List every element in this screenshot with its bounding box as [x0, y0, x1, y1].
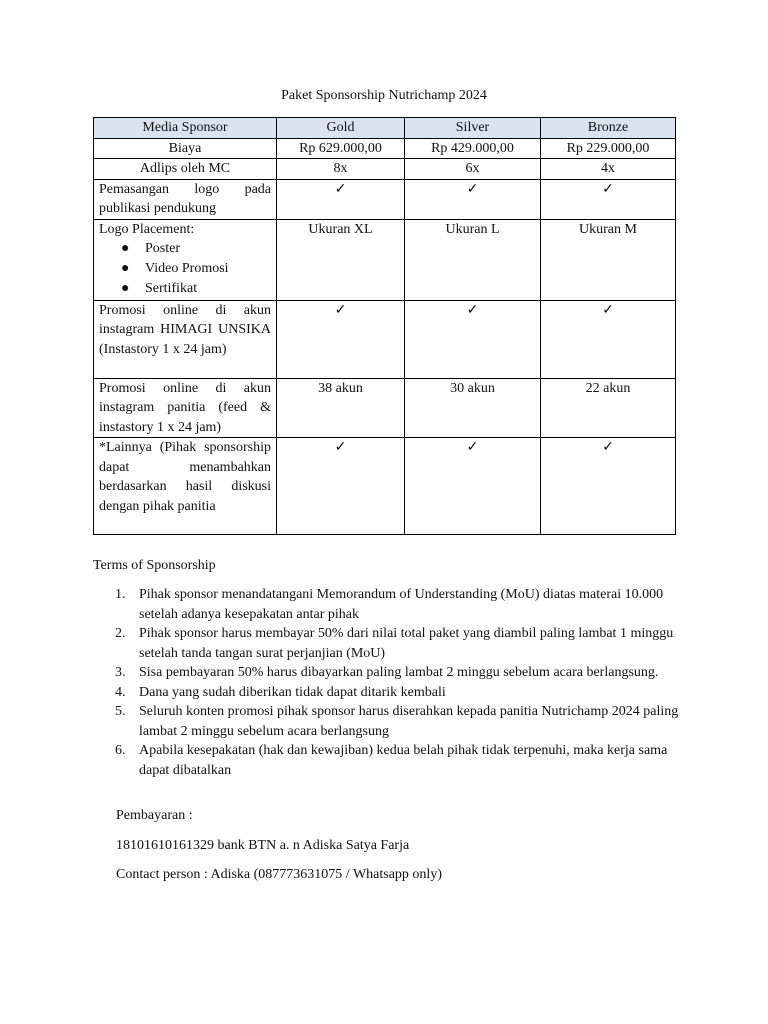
item-text: Sisa pembayaran 50% harus dibayarkan paling lambat 2 minggu sebelum acara berlangsung.	[139, 665, 659, 680]
cell-bronze: Ukuran M	[541, 219, 676, 300]
table-row	[94, 179, 676, 219]
header-silver: Silver	[405, 118, 541, 139]
contact-person: Contact person : Adiska (087773631075 / Whatsapp only)	[116, 867, 442, 882]
check-icon: ✓	[277, 438, 405, 535]
cell-silver: Ukuran L	[405, 219, 541, 300]
list-item	[93, 585, 683, 624]
row-label: Logo Placement:	[99, 221, 195, 237]
check-icon: ✓	[405, 438, 541, 535]
check-icon: ✓	[277, 300, 405, 378]
table-row	[94, 219, 676, 300]
row-label: *Lainnya (Pihak sponsorship dapat menambahkan berdasarkan hasil diskusi dengan pihak panitia	[94, 438, 277, 535]
document-title: Paket Sponsorship Nutrichamp 2024	[281, 88, 487, 103]
check-icon: ✓	[405, 300, 541, 378]
cell-bronze: 22 akun	[541, 378, 676, 438]
list-item	[93, 663, 683, 683]
check-icon: ✓	[405, 179, 541, 219]
table-row	[94, 378, 676, 438]
list-item: ● Video Promosi	[99, 259, 271, 279]
item-number: 3.	[115, 665, 126, 680]
cell-silver: Rp 429.000,00	[405, 138, 541, 159]
row-label: Promosi online di akun instagram HIMAGI UNSIKA (Instastory 1 x 24 jam)	[94, 300, 277, 378]
cell-gold: 8x	[277, 159, 405, 180]
list-item: ● Sertifikat	[99, 279, 271, 299]
terms-list	[93, 585, 683, 780]
item-text: Apabila kesepakatan (hak dan kewajiban) kedua belah pihak tidak terpenuhi, maka kerja sama dapat dibatalkan	[139, 743, 668, 778]
cell-gold: Rp 629.000,00	[277, 138, 405, 159]
check-icon: ✓	[541, 179, 676, 219]
row-label: Promosi online di akun instagram panitia (feed & instastory 1 x 24 jam)	[94, 378, 277, 438]
bullet-icon: ●	[121, 281, 130, 296]
payment-label: Pembayaran :	[116, 808, 193, 823]
item-text: Pihak sponsor harus membayar 50% dari nilai total paket yang diambil paling lambat 1 minggu setelah tanda tangan surat perjanjian (MoU)	[139, 626, 674, 661]
cell-silver: 6x	[405, 159, 541, 180]
placement-list	[99, 239, 271, 299]
item-text: Dana yang sudah diberikan tidak dapat ditarik kembali	[139, 684, 446, 700]
table-row	[94, 138, 676, 159]
row-label: Adlips oleh MC	[94, 159, 277, 180]
item-number: 6.	[115, 743, 126, 758]
item-number: 2.	[115, 626, 126, 641]
item-text: Pihak sponsor menandatangani Memorandum of Understanding (MoU) diatas materai 10.000 setelah adanya kesepakatan antar pihak	[139, 587, 664, 622]
cell-silver: 30 akun	[405, 378, 541, 438]
item-number: 4.	[115, 684, 126, 700]
cell-bronze: Rp 229.000,00	[541, 138, 676, 159]
check-icon: ✓	[277, 179, 405, 219]
check-icon: ✓	[541, 300, 676, 378]
header-bronze: Bronze	[541, 118, 676, 139]
item-number: 5.	[115, 704, 126, 719]
list-item: ● Poster	[99, 239, 271, 259]
list-item	[93, 683, 683, 703]
row-label: Biaya	[94, 138, 277, 159]
table-row	[94, 438, 676, 535]
list-item	[93, 741, 683, 780]
item-number: 1.	[115, 587, 126, 602]
bullet-icon: ●	[121, 261, 130, 276]
check-icon: ✓	[541, 438, 676, 535]
bullet-icon: ●	[121, 241, 130, 256]
row-label-cell	[94, 219, 277, 300]
table-row	[94, 159, 676, 180]
cell-gold: Ukuran XL	[277, 219, 405, 300]
header-gold: Gold	[277, 118, 405, 139]
row-label: Pemasangan logo pada publikasi pendukung	[94, 179, 277, 219]
item-text: Seluruh konten promosi pihak sponsor harus diserahkan kepada panitia Nutrichamp 2024 paling lambat 2 minggu sebelum acara berlangsung	[139, 704, 679, 739]
table-header-row	[94, 118, 676, 139]
cell-gold: 38 akun	[277, 378, 405, 438]
list-item	[93, 702, 683, 741]
bank-account: 18101610161329 bank BTN a. n Adiska Satya Farja	[116, 838, 410, 853]
list-item	[93, 624, 683, 663]
sponsorship-table	[93, 117, 676, 535]
table-row	[94, 300, 676, 378]
terms-heading: Terms of Sponsorship	[93, 558, 216, 573]
header-media-sponsor: Media Sponsor	[94, 118, 277, 139]
cell-bronze: 4x	[541, 159, 676, 180]
